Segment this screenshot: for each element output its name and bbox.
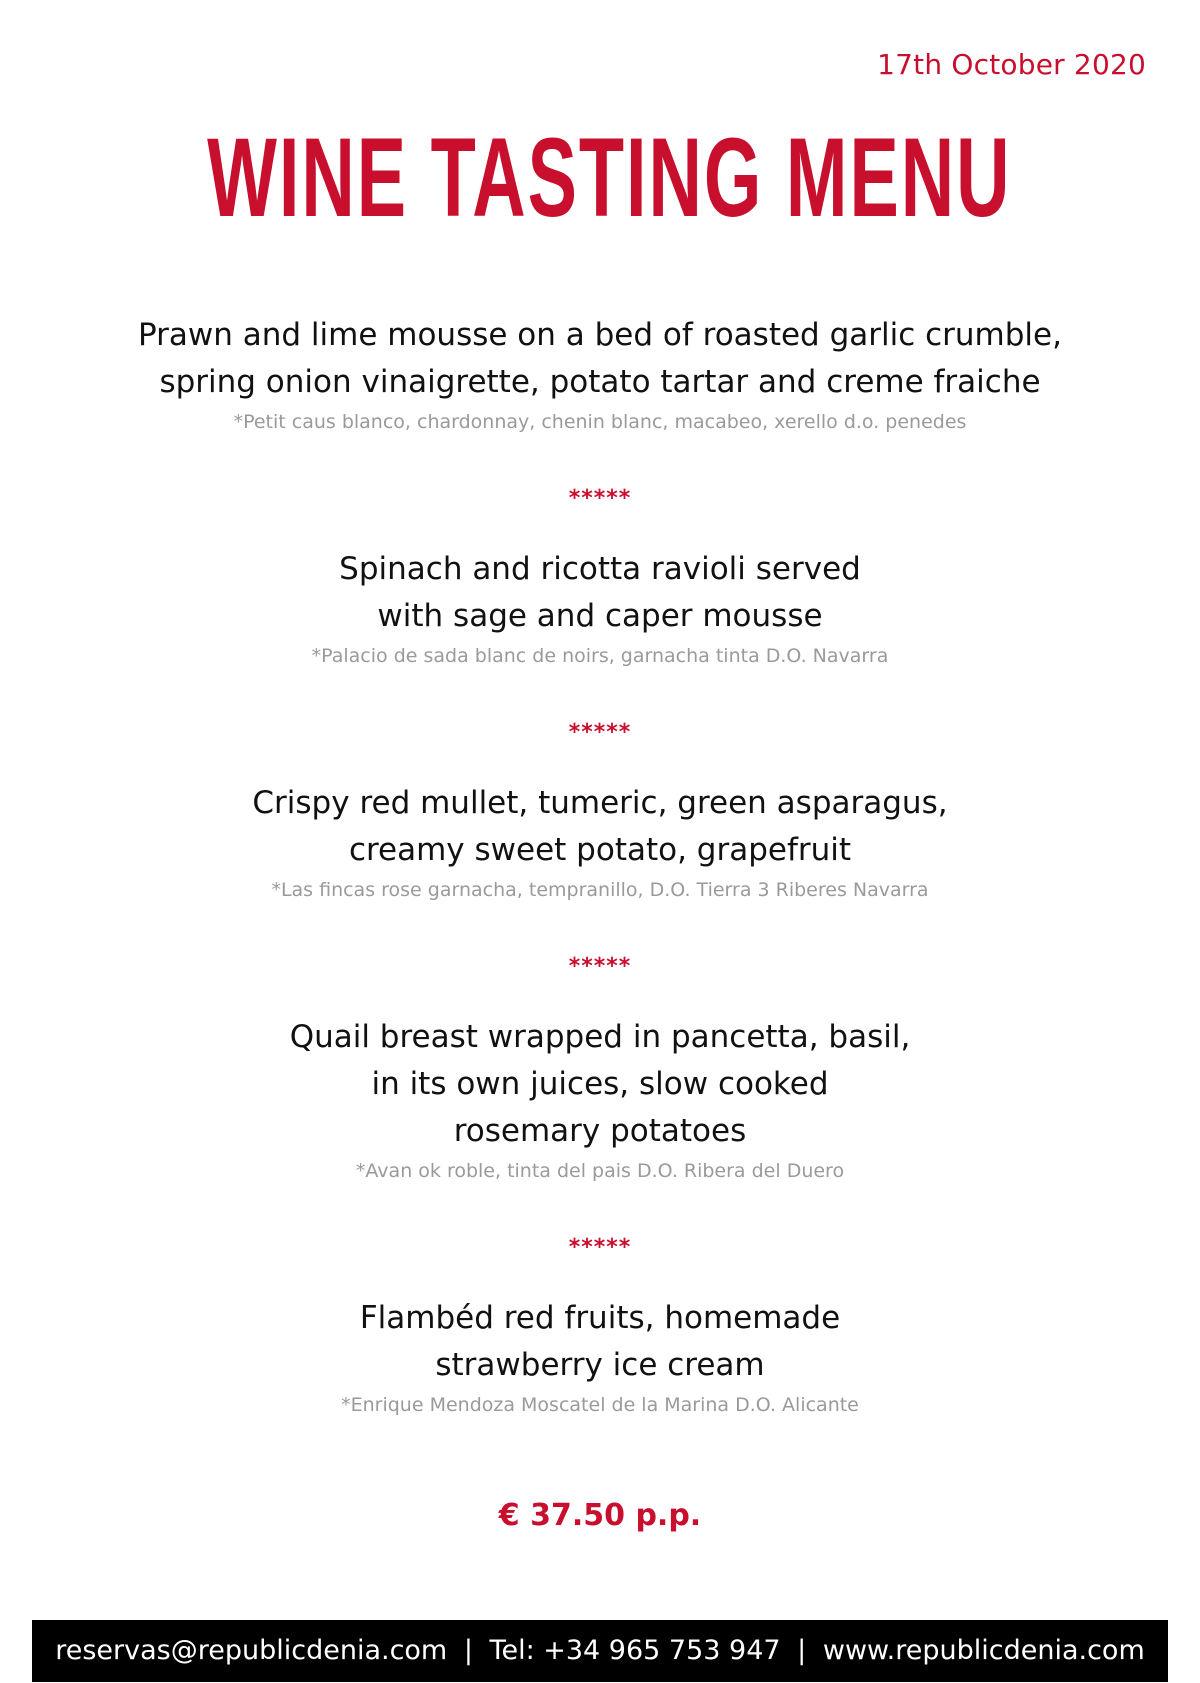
course-3-wine-pairing: *Las fincas rose garnacha, tempranillo, D.O. Tierra 3 Riberes Navarra bbox=[271, 879, 929, 901]
course-5 bbox=[0, 1295, 1200, 1419]
footer-separator: | bbox=[797, 1635, 807, 1666]
course-2-dish-line-1: Spinach and ricotta ravioli served bbox=[339, 551, 861, 587]
course-4-wine-pairing: *Avan ok roble, tinta del pais D.O. Ribera del Duero bbox=[355, 1160, 845, 1182]
course-1-wine-pairing: *Petit caus blanco, chardonnay, chenin blanc, macabeo, xerello d.o. penedes bbox=[233, 411, 967, 433]
contact-footer bbox=[32, 1620, 1168, 1682]
course-1-dish-line-1: Prawn and lime mousse on a bed of roasted garlic crumble, bbox=[138, 317, 1062, 353]
course-2 bbox=[0, 546, 1200, 670]
course-5-wine-pairing: *Enrique Mendoza Moscatel de la Marina D.O. Alicante bbox=[341, 1394, 859, 1416]
course-list bbox=[0, 312, 1200, 1419]
course-5-dish-line-2: strawberry ice cream bbox=[435, 1347, 765, 1383]
title-wrap bbox=[0, 115, 1200, 240]
course-divider: ***** bbox=[568, 720, 632, 745]
footer-email: reservas@republicdenia.com bbox=[55, 1635, 448, 1666]
course-divider: ***** bbox=[568, 1235, 632, 1260]
course-divider: ***** bbox=[568, 486, 632, 511]
course-2-wine-pairing: *Palacio de sada blanc de noirs, garnacha tinta D.O. Navarra bbox=[311, 645, 889, 667]
footer-website: www.republicdenia.com bbox=[822, 1635, 1145, 1666]
course-4-dish-line-3: rosemary potatoes bbox=[453, 1113, 747, 1149]
course-3 bbox=[0, 780, 1200, 904]
course-4-dish-line-2: in its own juices, slow cooked bbox=[371, 1066, 829, 1102]
footer-phone: Tel: +34 965 753 947 bbox=[489, 1635, 781, 1666]
course-4 bbox=[0, 1014, 1200, 1185]
course-divider: ***** bbox=[568, 954, 632, 979]
menu-title: WINE TASTING MENU bbox=[207, 115, 1012, 240]
course-2-dish-line-2: with sage and caper mousse bbox=[377, 598, 823, 634]
course-1 bbox=[0, 312, 1200, 436]
footer-separator: | bbox=[463, 1635, 473, 1666]
course-4-dish-line-1: Quail breast wrapped in pancetta, basil, bbox=[289, 1019, 911, 1055]
menu-date: 17th October 2020 bbox=[877, 48, 1146, 81]
course-3-dish-line-1: Crispy red mullet, tumeric, green asparagus, bbox=[252, 785, 948, 821]
menu-price: € 37.50 p.p. bbox=[498, 1498, 702, 1533]
course-3-dish-line-2: creamy sweet potato, grapefruit bbox=[348, 832, 852, 868]
course-1-dish-line-2: spring onion vinaigrette, potato tartar and creme fraiche bbox=[159, 364, 1041, 400]
course-5-dish-line-1: Flambéd red fruits, homemade bbox=[359, 1300, 841, 1336]
